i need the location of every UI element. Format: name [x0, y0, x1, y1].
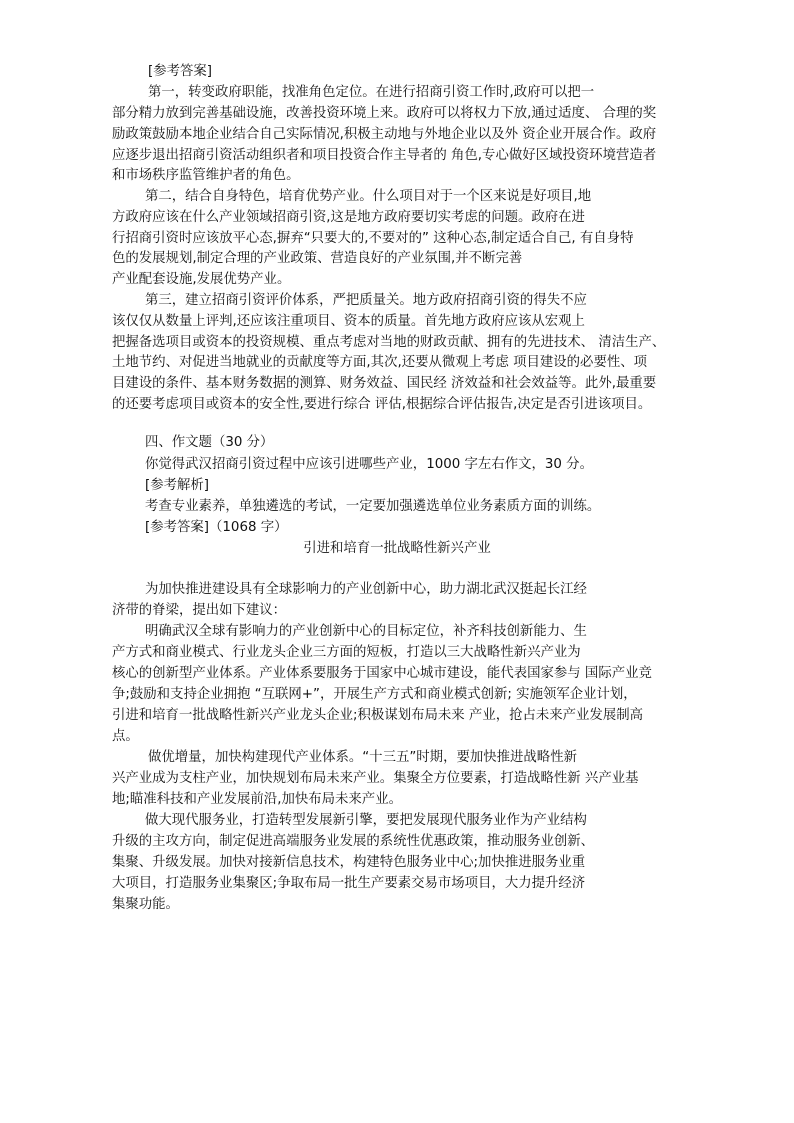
paragraph-line: 励政策鼓励本地企业结合自己实际情况,积极主动地与外地企业以及外 资企业开展合作。政府 — [112, 127, 657, 142]
paragraph-line: 集聚、升级发展。加快对接新信息技术，构建特色服务业中心;加快推进服务业重 — [112, 855, 586, 870]
paragraph-line: 为加快推进建设具有全球影响力的产业创新中心，助力湖北武汉挺起长江经 — [145, 582, 587, 597]
paragraph-line: 升级的主攻方向，制定促进高端服务业发展的系统性优惠政策，推动服务业创新、 — [112, 834, 595, 849]
paragraph-line: 集聚功能。 — [112, 897, 179, 912]
paragraph-line: 大项目，打造服务业集聚区;争取布局一批生产要素交易市场项目，大力提升经济 — [112, 876, 586, 891]
paragraph-line: 明确武汉全球有影响力的产业创新中心的目标定位，补齐科技创新能力、生 — [145, 624, 587, 639]
paragraph-line: 把握备选项目或资本的投资规模、重点考虑对当地的财政贡献、拥有的先进技术、 清洁生产、 — [112, 335, 666, 350]
paragraph-line: 部分精力放到完善基础设施，改善投资环境上来。政府可以将权力下放,通过适度、 合理的奖 — [112, 106, 657, 121]
paragraph-line: 土地节约、对促进当地就业的贡献度等方面,其次,还要从微观上考虑 项目建设的必要性、项 — [112, 355, 648, 370]
paragraph-line: 目建设的条件、基本财务数据的测算、财务效益、国民经 济效益和社会效益等。此外,最重要 — [112, 376, 657, 391]
paragraph-line: 产方式和商业模式、行业龙头企业三方面的短板，打造以三大战略性新兴产业为 — [112, 645, 581, 660]
paragraph-line: 第一，转变政府职能，找准角色定位。在进行招商引资工作时,政府可以把一 — [148, 85, 595, 100]
paragraph-line: 该仅仅从数量上评判,还应该注重项目、资本的质量。首先地方政府应该从宏观上 — [112, 314, 585, 329]
paragraph-line: 做大现代服务业，打造转型发展新引擎，要把发展现代服务业作为产业结构 — [145, 813, 587, 828]
paragraph-line: 和市场秩序监管维护者的角色。 — [112, 168, 300, 183]
reference-answer-label: [参考答案] — [148, 64, 213, 79]
reference-answer-label: [参考答案]（1068 字） — [145, 520, 288, 535]
paragraph-line: 方政府应该在什么产业领域招商引资,这是地方政府要切实考虑的问题。政府在进 — [112, 210, 585, 225]
paragraph-line: 产业配套设施,发展优势产业。 — [112, 272, 291, 287]
paragraph-line: 第三，建立招商引资评价体系，严把质量关。地方政府招商引资的得失不应 — [145, 293, 587, 308]
essay-title: 引进和培育一批战略性新兴产业 — [303, 541, 491, 556]
analysis-text: 考查专业素养，单独遴选的考试，一定要加强遴选单位业务素质方面的训练。 — [145, 499, 601, 514]
paragraph-line: 济带的脊梁，提出如下建议： — [112, 603, 287, 618]
paragraph-line: 行招商引资时应该放平心态,摒弃“只要大的,不要对的” 这种心态,制定适合自己, 有自身特 — [112, 231, 634, 246]
paragraph-line: 点。 — [112, 729, 139, 744]
paragraph-line: 色的发展规划,制定合理的产业政策、营造良好的产业氛围,并不断完善 — [112, 251, 523, 266]
paragraph-line: 地;瞄准科技和产业发展前沿,加快布局未来产业。 — [112, 792, 402, 807]
paragraph-line: 做优增量，加快构建现代产业体系。“十三五”时期，要加快推进战略性新 — [148, 750, 577, 765]
question-text: 你觉得武汉招商引资过程中应该引进哪些产业，1000 字左右作文，30 分。 — [145, 457, 593, 472]
paragraph-line: 的还要考虑项目或资本的安全性,要进行综合 评估,根据综合评估报告,决定是否引进该项目。 — [112, 397, 652, 412]
paragraph-line: 第二，结合自身特色，培育优势产业。什么项目对于一个区来说是好项目,地 — [145, 189, 592, 204]
paragraph-line: 兴产业成为支柱产业，加快规划布局未来产业。集聚全方位要素，打造战略性新 兴产业基 — [112, 771, 639, 786]
paragraph-line: 核心的创新型产业体系。产业体系要服务于国家中心城市建设，能代表国家参与 国际产业竞 — [112, 666, 652, 681]
reference-analysis-label: [参考解析] — [145, 478, 210, 493]
paragraph-line: 争;鼓励和支持企业拥抱 “互联网+”，开展生产方式和商业模式创新; 实施领军企业计划， — [112, 687, 637, 702]
paragraph-line: 引进和培育一批战略性新兴产业龙头企业;积极谋划布局未来 产业，抢占未来产业发展制高 — [112, 708, 643, 723]
section-heading: 四、作文题（30 分） — [145, 435, 274, 450]
paragraph-line: 应逐步退出招商引资活动组织者和项目投资合作主导者的 角色,专心做好区域投资环境营造者 — [112, 148, 657, 163]
